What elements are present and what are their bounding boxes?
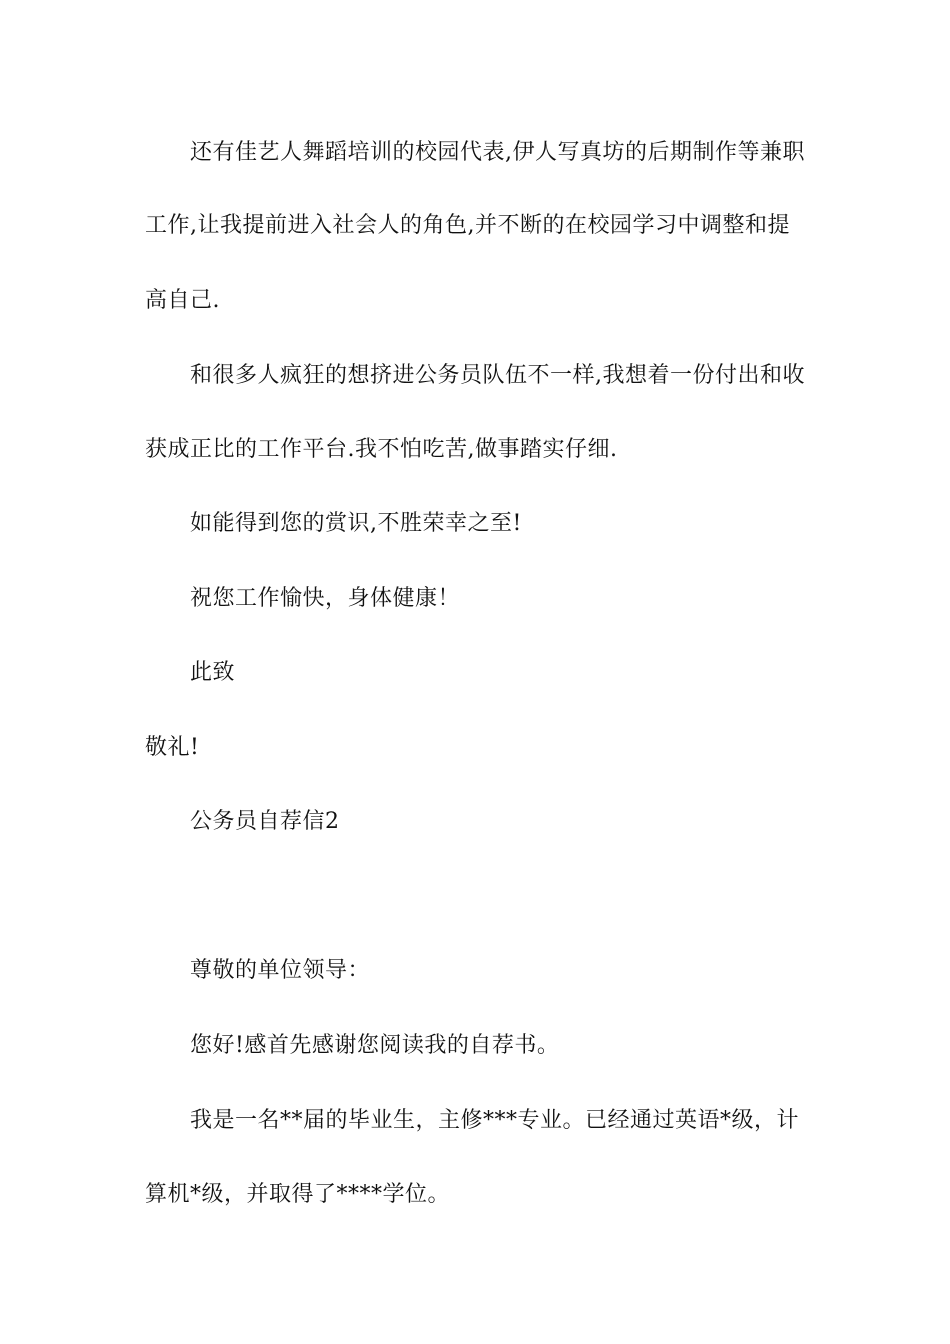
paragraph-line: 算机*级，并取得了****学位。 (145, 1182, 451, 1207)
paragraph-line: 我是一名**届的毕业生，主修***专业。已经通过英语*级，计 (190, 1108, 800, 1133)
paragraph-line: 您好!感首先感谢您阅读我的自荐书。 (190, 1033, 560, 1058)
salutation-line: 尊敬的单位领导： (190, 958, 371, 983)
paragraph-line: 高自己. (145, 288, 220, 313)
closing-salute: 敬礼! (145, 735, 200, 760)
section-title: 公务员自荐信2 (190, 809, 340, 834)
paragraph-line: 还有佳艺人舞蹈培训的校园代表,伊人写真坊的后期制作等兼职 (190, 140, 805, 165)
paragraph-line: 如能得到您的赏识,不胜荣幸之至! (190, 511, 522, 536)
paragraph-line: 祝您工作愉快，身体健康！ (190, 586, 461, 611)
paragraph-line: 获成正比的工作平台.我不怕吃苦,做事踏实仔细. (145, 437, 618, 462)
closing-line: 此致 (190, 660, 236, 685)
paragraph-line: 和很多人疯狂的想挤进公务员队伍不一样,我想着一份付出和收 (190, 363, 805, 388)
paragraph-line: 工作,让我提前进入社会人的角色,并不断的在校园学习中调整和提 (145, 213, 790, 238)
